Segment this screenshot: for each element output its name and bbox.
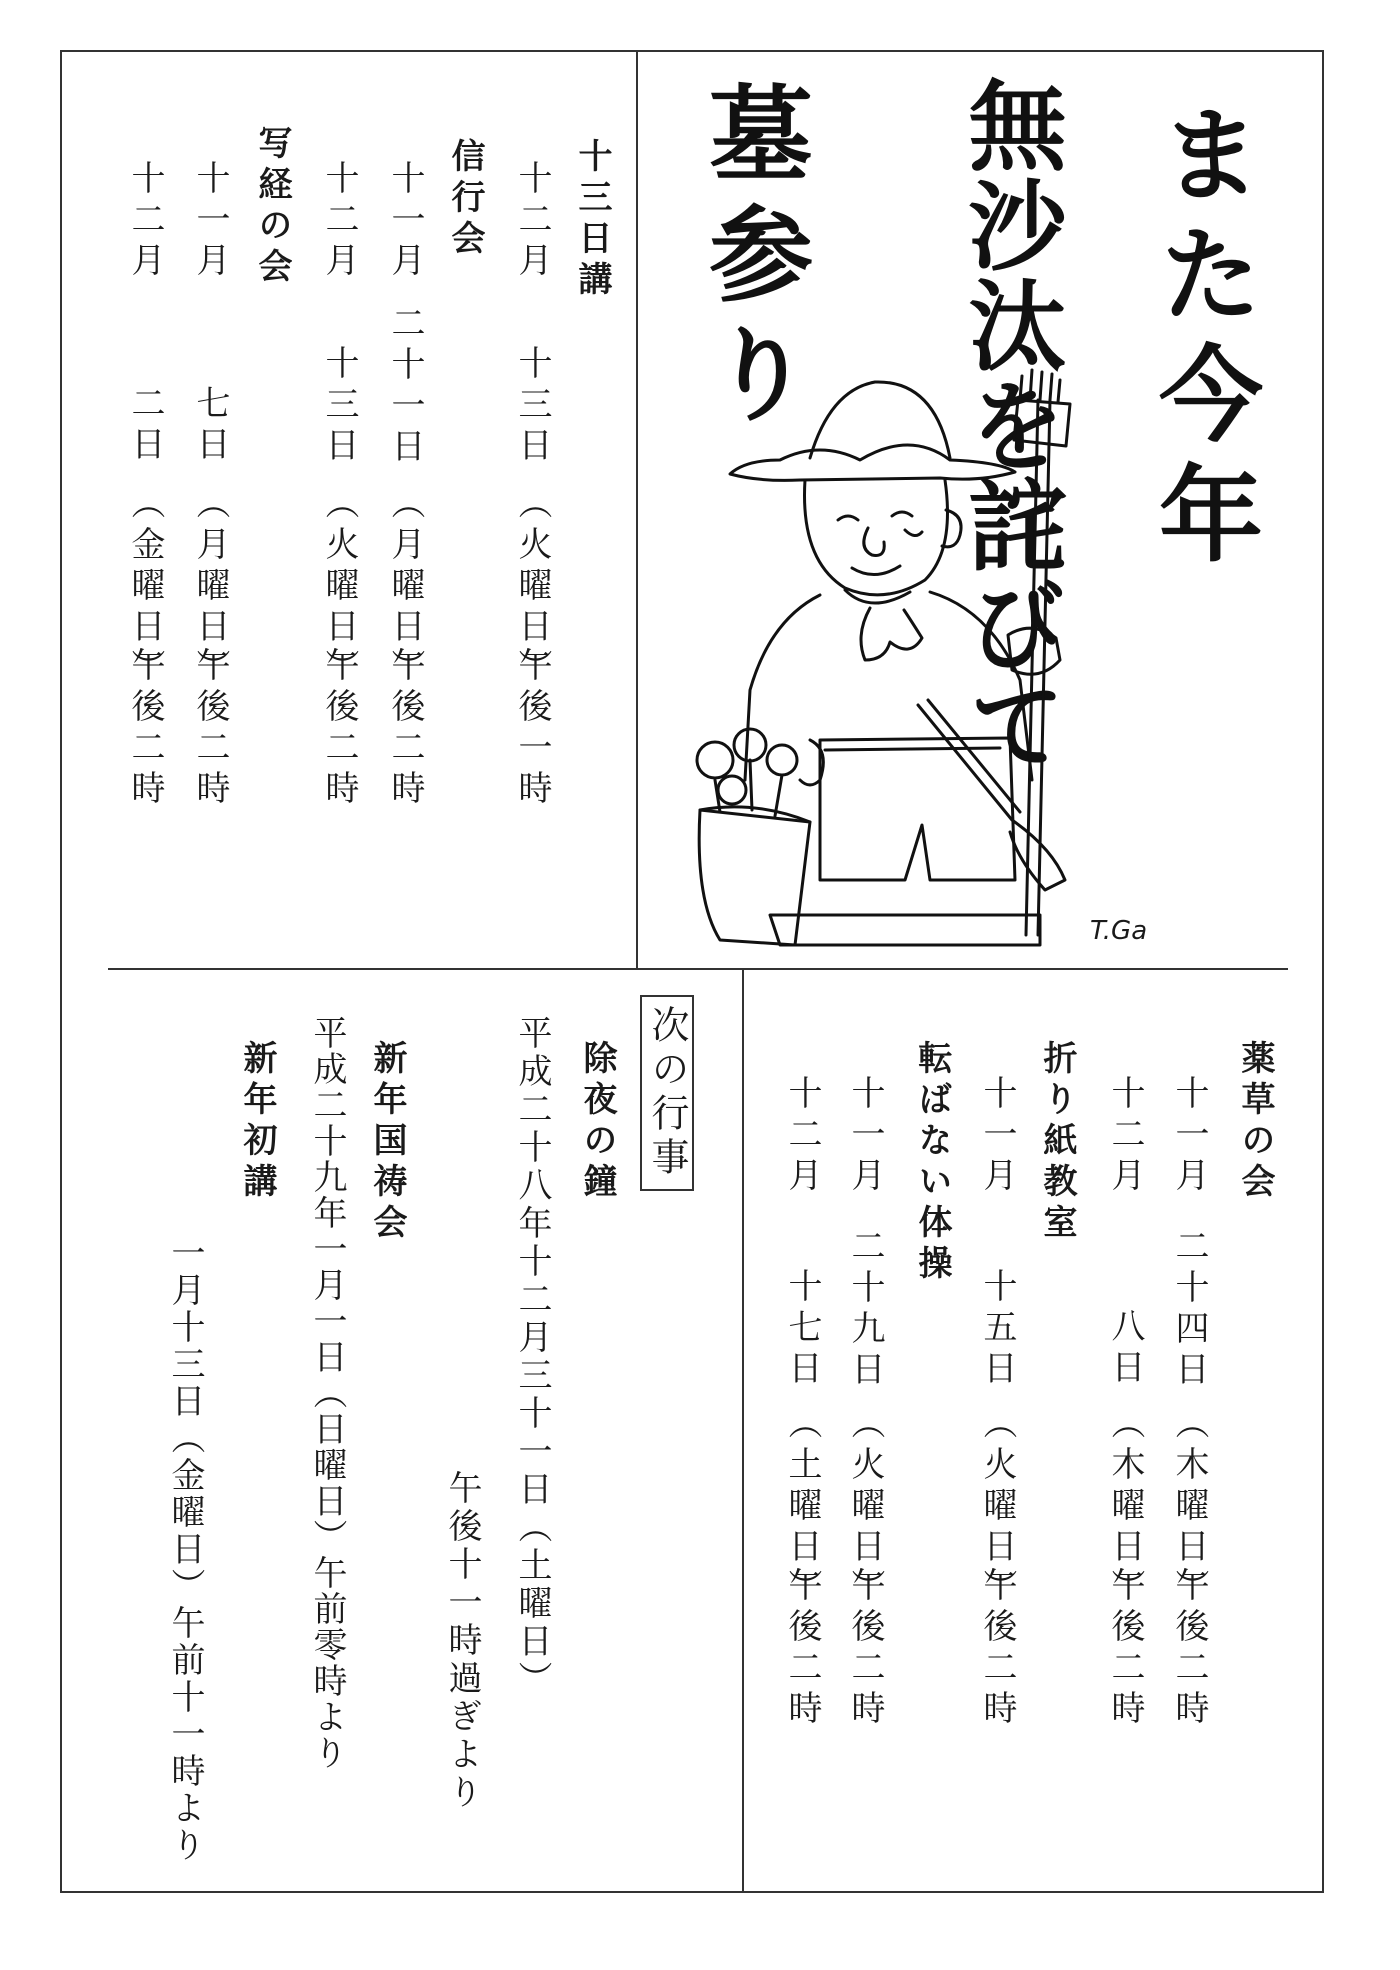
event-time: 午後十一時過ぎより [442,1470,482,1812]
haiku-line-3: 墓参り [691,80,813,440]
event-weekday: （金曜日） [125,485,165,690]
event-time: 午後二時 [1169,1567,1209,1731]
event-weekday: （土曜日） [782,1405,822,1610]
event-day: 十三日 [319,345,359,468]
event-time: 午後二時 [190,647,230,811]
event-month: 十一月 [1169,1075,1209,1198]
next-events-heading: 次の行事 [640,995,694,1191]
illustration-signature: T.Ga [1090,916,1148,946]
event-month: 十一月 [977,1075,1017,1198]
event-time: 午後二時 [319,647,359,811]
event-day: 十七日 [782,1268,822,1391]
event-month: 十二月 [319,160,359,283]
bottom-divider-vertical [742,970,744,1891]
event-title-shingyokai: 信行会 [445,138,485,261]
haiku-line-1: また今年 [1141,100,1263,580]
event-title-origami: 折り紙教室 [1037,1040,1077,1245]
event-month: 十一月 [845,1075,885,1198]
event-time: 午後二時 [385,647,425,811]
event-weekday: （木曜日） [1169,1405,1209,1610]
event-day: 二日 [125,385,165,467]
gardener-illustration [660,360,1180,960]
event-month: 十二月 [782,1075,822,1198]
event-weekday: （月曜日） [385,485,425,690]
event-weekday: （火曜日） [845,1405,885,1610]
broom-icon [1026,400,1050,935]
event-time: 午後二時 [977,1567,1017,1731]
event-time: 午後二時 [125,647,165,811]
event-title-shinnen-kokutokai: 新年国祷会 [367,1040,407,1245]
event-day: 十五日 [977,1268,1017,1391]
event-weekday: （火曜日） [512,485,552,690]
event-weekday: （火曜日） [977,1405,1017,1610]
event-day: 二十一日 [385,305,425,469]
event-time: 午後二時 [782,1567,822,1731]
event-weekday: （火曜日） [319,485,359,690]
event-day: 二十九日 [845,1228,885,1392]
event-time: 午後二時 [845,1567,885,1731]
top-divider-vertical [636,52,638,970]
event-date: 一月十三日（金曜日）午前十一時より [165,1235,205,1864]
event-title-yakuso: 薬草の会 [1235,1040,1275,1204]
event-month: 十二月 [125,160,165,283]
event-title-shakyo: 写経の会 [252,125,292,289]
event-weekday: （月曜日） [190,485,230,690]
event-title-korobanai-taiso: 転ばない体操 [912,1040,952,1286]
event-month: 十一月 [190,160,230,283]
hat-icon [730,445,1015,480]
middle-divider-horizontal [108,968,1288,970]
event-day: 八日 [1105,1308,1145,1390]
event-time: 午後二時 [1105,1567,1145,1731]
event-day: 十三日 [512,345,552,468]
event-title-shinnen-hatsuko: 新年初講 [237,1040,277,1204]
event-date: 平成二十九年一月一日（日曜日）午前零時より [307,1015,347,1771]
scarf-icon [845,590,922,660]
event-title-joya-no-kane: 除夜の鐘 [577,1040,617,1204]
event-day: 二十四日 [1169,1228,1209,1392]
event-title-jusannichi-ko: 十三日講 [572,138,612,302]
trousers-icon [820,738,1015,880]
event-time: 午後一時 [512,647,552,811]
event-date: 平成二十八年十二月三十一日（土曜日） [512,1015,552,1699]
event-day: 七日 [190,385,230,467]
event-month: 十一月 [385,160,425,283]
event-month: 十二月 [1105,1075,1145,1198]
haiku-line-2: 無沙汰を詫びて [952,75,1066,775]
event-month: 十二月 [512,160,552,283]
event-weekday: （木曜日） [1105,1405,1145,1610]
flower-bucket-icon [699,810,810,945]
face-icon [805,480,948,595]
